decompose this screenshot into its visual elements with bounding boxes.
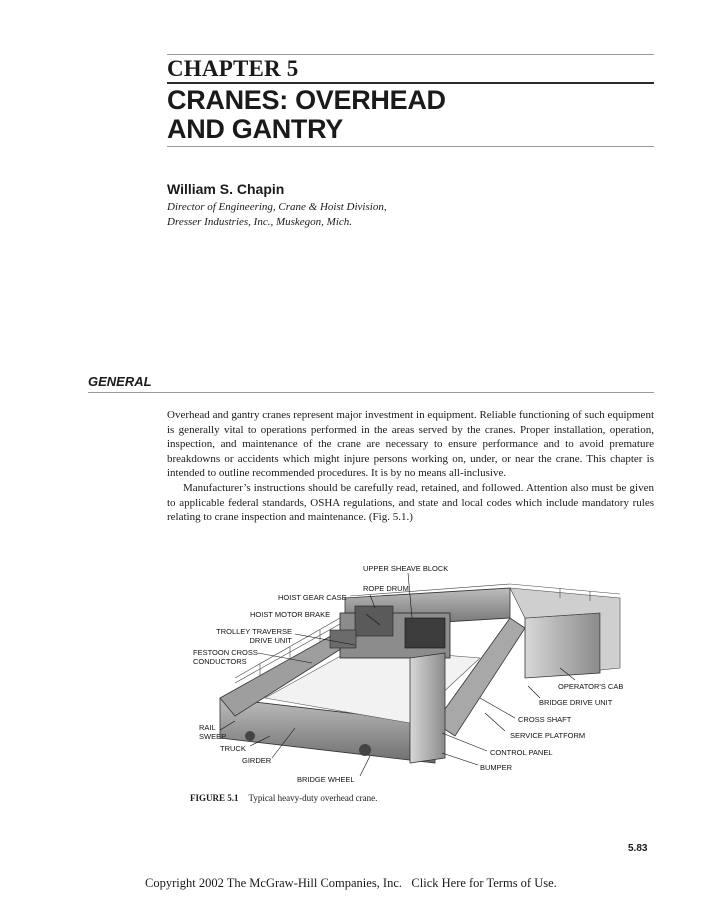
callout-bridge-wheel: BRIDGE WHEEL	[297, 775, 355, 784]
title-rule	[167, 146, 654, 147]
callout-festoon: FESTOON CROSS CONDUCTORS	[193, 648, 258, 666]
page-number: 5.83	[628, 843, 648, 854]
chapter-rule	[167, 82, 654, 84]
chapter-label: CHAPTER 5	[167, 56, 299, 81]
callout-truck: TRUCK	[220, 744, 246, 753]
section-rule	[88, 392, 654, 393]
crane-figure	[180, 558, 660, 788]
callout-trolley-traverse: TROLLEY TRAVERSE DRIVE UNIT	[216, 627, 292, 645]
paragraph-1: Overhead and gantry cranes represent major investment in equipment. Reliable functioning of such equipment is generally vital to operations performed in the areas served by the cranes. Proper installation, operation, inspection, and maintenance of the crane are necessary to ensure performance and to avoid premature breakdowns or accidents which might injure persons working on, under, or near the crane. This chapter is intended to outline recommended procedures. It is by no means all-inclusive.	[167, 409, 654, 480]
rope-drum-shape	[405, 618, 445, 648]
callout-girder: GIRDER	[242, 756, 272, 765]
body-text	[167, 408, 654, 525]
copyright-text: Copyright 2002 The McGraw-Hill Companies, Inc.	[145, 876, 403, 890]
author-affiliation-1: Director of Engineering, Crane & Hoist Division,	[167, 201, 387, 213]
figure-caption-text: Typical heavy-duty overhead crane.	[248, 793, 378, 803]
author-affiliation-2: Dresser Industries, Inc., Muskegon, Mich.	[167, 216, 353, 228]
callout-rope-drum: ROPE DRUM	[363, 584, 409, 593]
section-heading: GENERAL	[88, 374, 152, 389]
control-panel-shape	[410, 653, 445, 763]
footer-copyright	[145, 876, 557, 891]
callout-bridge-drive-unit: BRIDGE DRIVE UNIT	[539, 698, 613, 707]
callout-rail-sweep: RAIL SWEEP	[199, 723, 227, 741]
callout-upper-sheave-block: UPPER SHEAVE BLOCK	[363, 564, 449, 573]
chapter-title-line2: AND GANTRY	[167, 114, 343, 144]
author-name: William S. Chapin	[167, 181, 285, 197]
callout-control-panel: CONTROL PANEL	[490, 748, 553, 757]
terms-of-use-link[interactable]: Click Here for Terms of Use.	[411, 876, 557, 890]
callout-hoist-gear-case: HOIST GEAR CASE	[278, 593, 347, 602]
paragraph-2: Manufacturer’s instructions should be carefully read, retained, and followed. Attention also must be given to applicable federal standards, OSHA regulations, and state and local codes which include mandatory rules relating to crane inspection and maintenance. (Fig. 5.1.)	[167, 481, 654, 524]
callout-operators-cab: OPERATOR'S CAB	[558, 682, 624, 691]
crane-illustration	[180, 558, 660, 788]
chapter-title-line1: CRANES: OVERHEAD	[167, 85, 446, 115]
figure-caption	[190, 793, 377, 803]
callout-cross-shaft: CROSS SHAFT	[518, 715, 572, 724]
operators-cab-shape	[525, 613, 600, 678]
callout-service-platform: SERVICE PLATFORM	[510, 731, 586, 740]
bridge-wheel-shape	[359, 744, 371, 756]
figure-number: FIGURE 5.1	[190, 793, 239, 803]
callout-hoist-motor-brake: HOIST MOTOR BRAKE	[250, 610, 331, 619]
hoist-gear-box	[355, 606, 393, 636]
motor-shape	[330, 630, 356, 648]
top-rule	[167, 54, 654, 55]
chapter-title	[167, 86, 446, 144]
callout-bumper: BUMPER	[480, 763, 513, 772]
